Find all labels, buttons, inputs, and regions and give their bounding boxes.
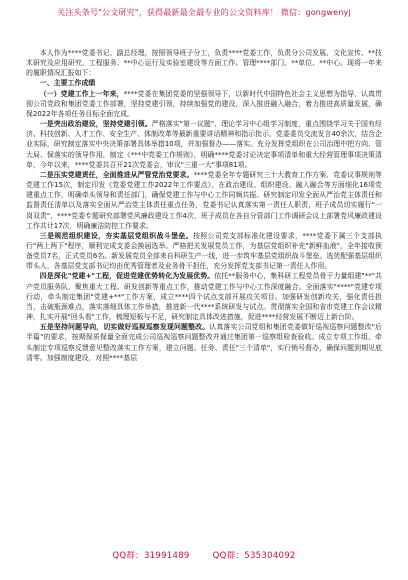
party-building-paragraph: （一）党建工作上一年来，****党委在集团党委的坚强领导下，以新时代中国特色社会主义思想为指导，认真贯彻公司党政和集团党委工作部署，坚持党建引领，持续加强党的建设，深入推进融入融合，着力推进高质量发展，确保2022年各项任务目标全面完成。 xyxy=(26,89,382,118)
wechat-promo-banner: 关注头条号"公文研究"，获得最新最全最专业的公文资料库！ 微信：gongwenyj xyxy=(57,8,351,17)
political-building-paragraph: 一是突出政治建设，坚持党建引领。严格落实"第一议题"、理论学习中心组学习制度，重点围绕学习关于国有经济、科技创新、人才工作、安全生产、体制改革等最新重要讲话精神和指示批示，党委委员交流发言40余次，结合企业实际，研究制定落实中央决策部署具体举措10项，并加强督办——落实。充分发挥党组织在公司治理中把方向、管大局、保落实的领导作用，制定《***中党委工作规则》，明确****党委讨论决定事项清单和重大经营管理事项决策清单，今年以来，****党委共召开21次党委会，审议"三重一大"事项81项。 xyxy=(26,120,382,169)
section-heading: 一、主要工作成绩 xyxy=(39,79,96,88)
qq-group-2: QQ群：535304092 xyxy=(212,551,296,561)
responsibility-paragraph: 二是压实党建责任，全面推进从严管党治党要求。****党委全年专题研究三十大教育工作方案、党委议事规则等党建工作15次，制定印发《党委党建工作2022年工作要点》，在政治建设、组织建设、融入融合等方面细化16项党建重点工作，明确牵头领导和责任部门，确保党建工作与中心工作同频共振。研究制定印发全面从严治党主体责任和监督责任清单以及落实全面从严治党主体责任重点任务，党委书记认真落实第一责任人职责，班子成员切实履行"一岗双责"，****党委专题研究部署党风廉政建设工作4次，班子成员在各自分管部门工作调研会议上部署党风廉政建设工作共计17次，明确廉洁防控工作要求。 xyxy=(26,170,382,230)
organization-paragraph: 三是规范组织建设，夯实基层党组织战斗堡垒。按照公司党支部标准化建设要求，****党委下属三个支部执行"两上两下"程序，顺利完成支委会换届选举。严格把关发展党员工作，为基层党组织补充"新鲜血液"，全年接收预备党员7名，正式党员6名。新发展党员全部来自科研生产一线，进一步筑牢基层党组织战斗堡垒。选优配强基层组织带头人，各基层党支部书记均由优秀管理者及业务骨干担任，充分发挥党支部书记第一责任人作用。 xyxy=(26,231,382,271)
rectification-paragraph: 五是坚持问题导向，切实做好巡视巡察发现问题整改。认真落实公司党组和集团党委做好巡视巡察问题整改"后半篇"的要求，按期保质保量全面完成公司巡视巡察问题整改并通过集团第一巡察组检查验收。成立专项工作组，牵头制定专项巡察反馈意见整改落实工作方案，建立问题、任务、责任"三个清单"，实行销号督办，确保问题到期见底清零。加强制度建设，对照****基层 xyxy=(26,323,383,362)
qq-group-1: QQ群：31991489 xyxy=(112,551,190,561)
qq-group-footer xyxy=(0,551,408,562)
intro-paragraph: 本人作为****党委书记、副总经理，按照领导班子分工，负责****党委工作，负责分公司发展、文化宣传、**技术研究及应用研究、工程服务、**中心运行及实验室建设等方面工作。管理****部门、**单位、**中心。现将一年来的履职情况汇报如下： xyxy=(26,49,382,78)
party-plus-paragraph: 四是深化"党建+"工程，促进党建优势转化为发展优势。依托**服务中心，集科研工程党员骨干力量组建"**"共产党员服务队，聚焦重大工程、研发创新等重点工作，推动党建工作与中心工作深度融合。全面落实"****"党建专项行动，牵头制定集团"党建+**"工作方案，成立****四个试点支部开展攻关项目。加强研发创新攻关，强化责任担当，击破瓶颈难点，落实落细具体工作举措，推进新一代****系统研发与试点。贯彻落实全国和省市党建工作会议精神，扎实开展"回头看"工作，梳理短板与不足，研究制定具体改进措施，促进****经营发展不断迈上新台阶。 xyxy=(26,272,382,322)
document-body xyxy=(26,48,382,363)
